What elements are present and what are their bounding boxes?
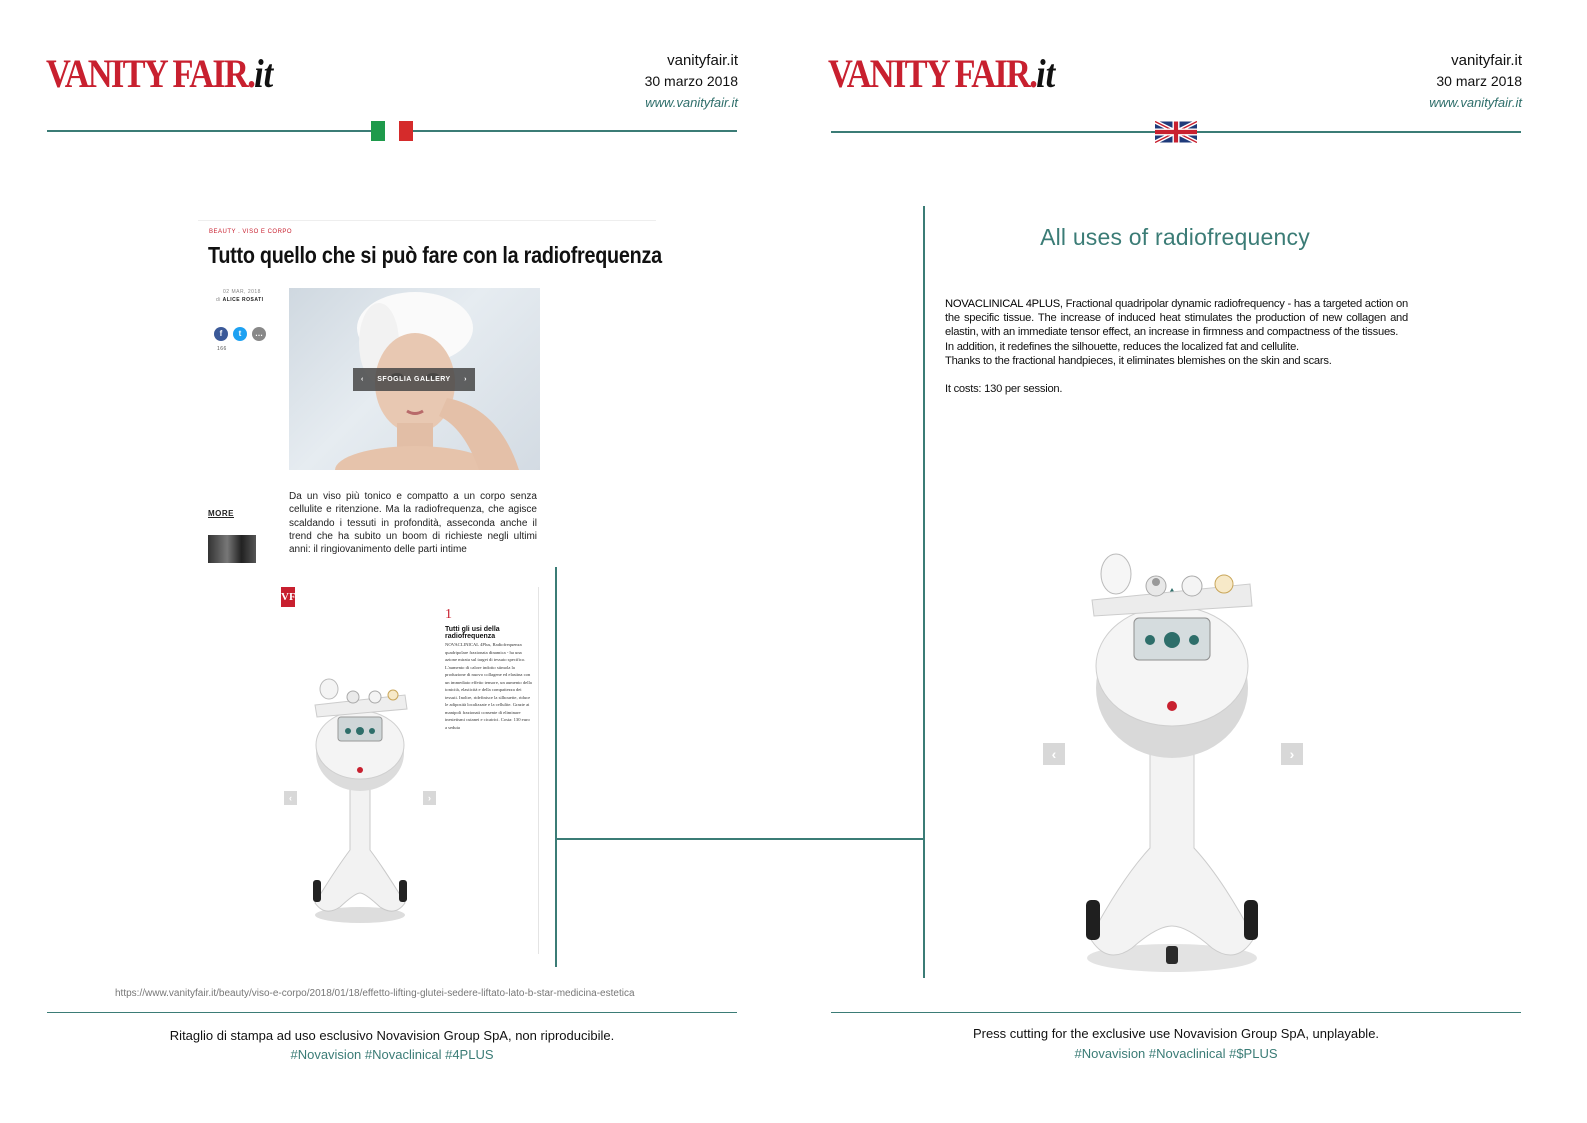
chevron-left-icon[interactable]: ‹ xyxy=(361,376,364,383)
connector-vertical-left xyxy=(555,567,557,967)
device-image-large[interactable] xyxy=(1072,548,1272,978)
translation-body xyxy=(945,297,1408,396)
right-header-info xyxy=(1342,50,1522,113)
header-date: 30 marz 2018 xyxy=(1436,73,1522,89)
right-footer-tags[interactable]: #Novavision #Novaclinical #$PLUS xyxy=(1074,1046,1278,1061)
vanity-fair-logo-right[interactable]: VANITY FAIR.it xyxy=(828,51,1056,96)
left-footer-divider xyxy=(47,1012,737,1013)
article-author: di ALICE ROSATI xyxy=(216,297,264,303)
chevron-right-icon[interactable]: › xyxy=(464,376,467,383)
more-thumbnail[interactable] xyxy=(208,535,256,563)
left-header-info xyxy=(560,50,738,113)
translation-title: All uses of radiofrequency xyxy=(1040,224,1310,250)
article-kicker[interactable]: BEAUTY . VISO E CORPO xyxy=(209,229,293,235)
header-date: 30 marzo 2018 xyxy=(644,73,738,89)
right-footer-divider xyxy=(831,1012,1521,1013)
twitter-share-icon[interactable]: t xyxy=(233,327,247,341)
header-site: vanityfair.it xyxy=(667,52,738,69)
more-share-icon[interactable]: … xyxy=(252,327,266,341)
next-arrow-button[interactable]: › xyxy=(1281,743,1303,765)
italy-flag-icon xyxy=(371,121,413,141)
more-link[interactable]: MORE xyxy=(208,509,234,518)
connector-horizontal xyxy=(555,838,925,840)
slide-title: Tutti gli usi della radiofrequenza xyxy=(445,626,500,640)
vf-badge: VF xyxy=(281,587,295,607)
gallery-button-label: SFOGLIA GALLERY xyxy=(377,376,451,383)
vanity-fair-logo-left[interactable]: VANITY FAIR.it xyxy=(46,51,274,96)
slide-number: 1 xyxy=(445,607,452,622)
translation-paragraph-3: Thanks to the fractional handpieces, it eliminates blemishes on the skin and scars. xyxy=(945,354,1332,367)
slide-body: NOVACLINICAL 4Plus, Radiofrequenza quadripolare frazionata dinamica - ha una azione mirata sul target di tessuto specifico. L'aumento di calore indotto stimola la produzione di nuovo collagene ed elastina con un immediato effetto tensore, un aumento della tonicità, elasticità e della compattezza dei tessuti. Inoltre, ridefinisce la silhouette, riduce le adiposità localizzate e la cellulite. Grazie ai manipoli frazionati consente di eliminare inestetismi cutanei e cicatrici. Costa: 130 euro a seduta xyxy=(445,642,532,730)
left-footer-notice: Ritaglio di stampa ad uso esclusivo Novavision Group SpA, non riproducibile. xyxy=(169,1028,615,1043)
source-url[interactable]: https://www.vanityfair.it/beauty/viso-e-corpo/2018/01/18/effetto-lifting-glutei-sedere-liftato-lato-b-star-medicina-estetica xyxy=(115,988,635,999)
gallery-button[interactable] xyxy=(353,368,475,391)
header-url[interactable]: www.vanityfair.it xyxy=(645,95,738,110)
left-footer-tags[interactable]: #Novavision #Novaclinical #4PLUS xyxy=(290,1047,494,1062)
translation-paragraph-1: NOVACLINICAL 4PLUS, Fractional quadripolar dynamic radiofrequency - has a targeted action on the specific tissue. The increase of induced heat stimulates the production of new collagen and elastin, with an immediate tensor effect, an increase in firmness and compactness of the tissues. xyxy=(945,298,1408,339)
slide-next-button[interactable]: › xyxy=(423,791,436,805)
translation-paragraph-4: It costs: 130 per session. xyxy=(945,383,1063,396)
article-title: Tutto quello che si può fare con la radiofrequenza xyxy=(208,242,662,268)
translation-paragraph-2: In addition, it redefines the silhouette, reduces the localized fat and cellulite. xyxy=(945,340,1299,353)
header-url[interactable]: www.vanityfair.it xyxy=(1429,95,1522,110)
prev-arrow-button[interactable]: ‹ xyxy=(1043,743,1065,765)
uk-flag-icon xyxy=(1155,121,1197,143)
article-body: Da un viso più tonico e compatto a un corpo senza cellulite e ritenzione. Ma la radiofrequenza, che agisce scaldando i tessuti in profondità, asseconda anche il trend che ha subito un boom di richieste negli ultimi anni: il ringiovanimento delle parti intime xyxy=(289,491,537,556)
slide-prev-button[interactable]: ‹ xyxy=(284,791,297,805)
facebook-share-icon[interactable]: f xyxy=(214,327,228,341)
device-image-small[interactable] xyxy=(305,675,415,925)
right-footer-notice: Press cutting for the exclusive use Novavision Group SpA, unplayable. xyxy=(972,1026,1380,1041)
article-date: 02 MAR, 2018 xyxy=(223,289,261,295)
article-top-rule xyxy=(198,220,656,221)
connector-vertical-right xyxy=(923,206,925,978)
header-site: vanityfair.it xyxy=(1451,52,1522,69)
share-count: 166 xyxy=(217,346,227,352)
